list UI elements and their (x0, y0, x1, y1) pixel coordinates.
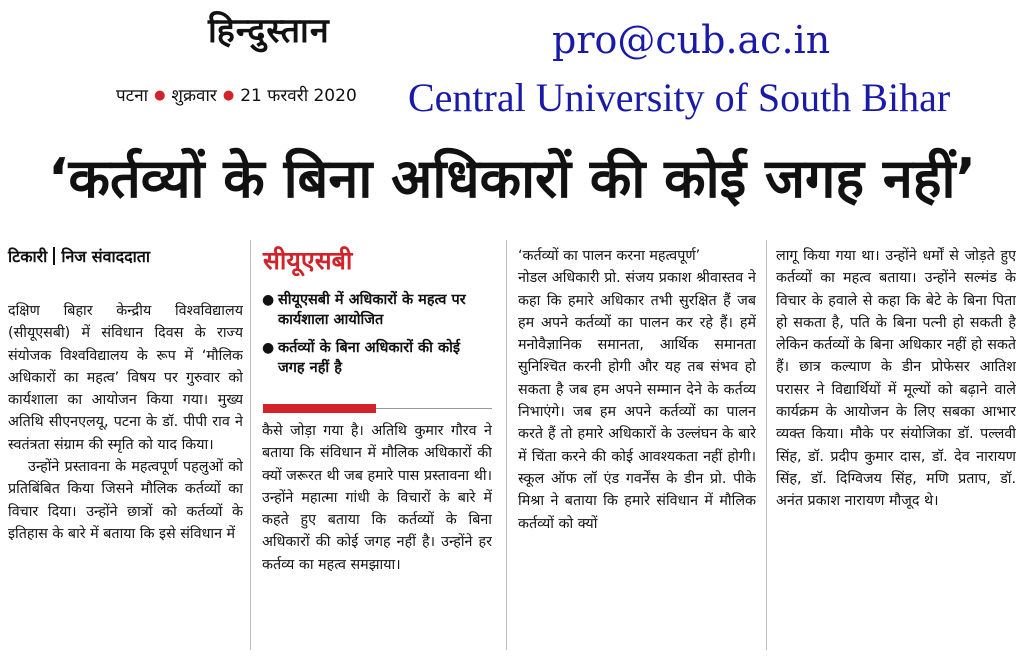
highlight-item (262, 338, 490, 378)
dateline-day: शुक्रवार (171, 86, 217, 106)
newspaper-masthead: हिन्दुस्तान (208, 11, 330, 51)
highlight-text: कर्तव्यों के बिना अधिकारों की कोई जगह नहीं है (278, 340, 460, 376)
contact-email: pro@cub.ac.in (552, 18, 831, 62)
section-tag: सीयूएसबी (263, 246, 353, 275)
bullet-dot-icon: ● (262, 292, 275, 308)
dateline-date: 21 फरवरी 2020 (240, 86, 357, 106)
highlight-text: सीयूएसबी में अधिकारों के महत्व पर कार्यशाला आयोजित (278, 292, 466, 328)
article-paragraph: नोडल अधिकारी प्रो. संजय प्रकाश श्रीवास्तव ने कहा कि हमारे अधिकार तभी सुरक्षित हैं जब हम अपने कर्तव्यों का पालन कर रहे हैं। हमें मनोवैज्ञानिक समानता, आर्थिक समानता सुनिश्चित करनी होगी और यह तब संभव हो सकता है जब हम अपने सम्मान देने के कर्तव्य निभाएंगे। जब हम अपने कर्तव्यों का पालन करते हैं तो हमारे अधिकारों के उल्लंघन के बारे में चिंता करने की कोई आवश्यकता नहीं होगी। स्कूल ऑफ लॉ एंड गवर्नेंस के डीन प्रो. पीके मिश्रा ने बताया कि हमारे संविधान में मौलिक कर्तव्यों को क्यों (518, 270, 756, 532)
dateline-city: पटना (116, 86, 149, 106)
section-divider-accent (263, 404, 376, 413)
byline (8, 245, 150, 267)
highlights-list (262, 290, 490, 386)
dateline (116, 83, 357, 106)
article-paragraph: उन्होंने प्रस्तावना के महत्वपूर्ण पहलुओं को प्रतिबिंबित किया जिसने मौलिक कर्तव्यों का विचार दिया। उन्होंने छात्रों को कर्तव्यों के इतिहास के बारे में बताया कि इसे संविधान में (8, 459, 243, 542)
column-divider (766, 240, 767, 650)
article-headline: ‘कर्तव्यों के बिना अधिकारों की कोई जगह नहीं’ (47, 147, 977, 210)
article-column-4 (776, 245, 1016, 655)
bullet-dot-icon: ● (222, 88, 235, 103)
highlight-item (262, 290, 490, 330)
article-column-2 (262, 420, 492, 656)
article-paragraph: कैसे जोड़ा गया है। अतिथि कुमार गौरव ने बताया कि संविधान में मौलिक अधिकारों की क्यों जरूरत थी जब हमारे पास प्रस्तावना थी। उन्होंने महात्मा गांधी के विचारों के बारे में कहते हुए बताया कि कर्तव्यों के बिना अधिकारों की कोई जगह नहीं है। उन्होंने हर कर्तव्य का महत्व समझाया। (262, 423, 492, 573)
column-divider (250, 240, 251, 650)
bullet-dot-icon: ● (262, 340, 275, 356)
byline-reporter: निज संवाददाता (61, 247, 151, 266)
article-column-3 (518, 245, 756, 655)
article-column-1 (8, 300, 243, 660)
section-divider-line (376, 408, 492, 409)
bullet-dot-icon: ● (154, 88, 166, 103)
university-name: Central University of South Bihar (408, 75, 951, 120)
byline-place: टिकारी (8, 247, 48, 266)
article-subheading: ‘कर्तव्यों का पालन करना महत्वपूर्ण’ (518, 248, 701, 264)
byline-separator (53, 247, 55, 265)
column-divider (506, 240, 507, 650)
article-paragraph: लागू किया गया था। उन्होंने धर्मों से जोड़ते हुए कर्तव्यों का महत्व बताया। उन्होंने सल्मंड के विचार के हवाले से कहा कि बेटे के बिना पिता हो सकता है, पति के बिना पत्नी हो सकती है लेकिन कर्तव्यों के बिना अधिकार नहीं हो सकते हैं। छात्र कल्याण के डीन प्रोफेसर आतिश परासर ने विद्यार्थियों में मूल्यों को बढ़ाने वाले कार्यक्रम के आयोजन के लिए सबका आभार व्यक्त किया। मौके पर संयोजिका डॉ. पल्लवी सिंह, डॉ. प्रदीप कुमार दास, डॉ. देव नारायण सिंह, डॉ. दिग्विजय सिंह, मणि प्रताप, डॉ. अनंत प्रकाश नारायण मौजूद थे। (776, 248, 1016, 510)
article-paragraph: दक्षिण बिहार केन्द्रीय विश्वविद्यालय (सीयूएसबी) में संविधान दिवस के राज्य संयोजक विश्वविद्यालय के रूप में ‘मौलिक अधिकारों का महत्व’ विषय पर गुरुवार को कार्यशाला का आयोजन किया गया। मुख्य अतिथि सीएनएलयू, पटना के डॉ. पीपी राव ने स्वतंत्रता संग्राम की स्मृति को याद किया। (8, 303, 243, 453)
